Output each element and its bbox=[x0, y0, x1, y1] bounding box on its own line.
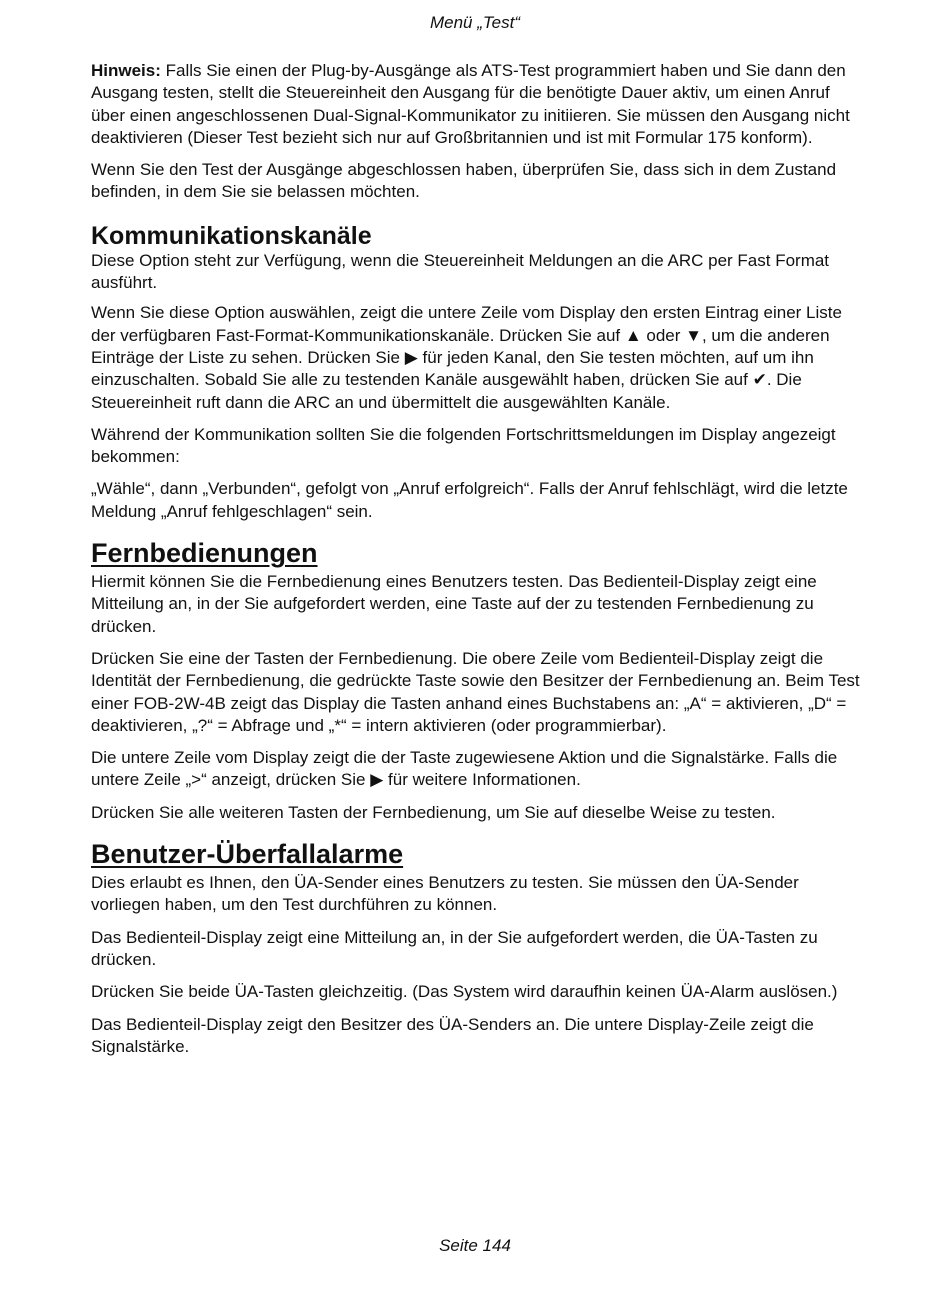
note-label: Hinweis: bbox=[91, 61, 161, 80]
kommunikation-paragraph-2: Wenn Sie diese Option auswählen, zeigt die untere Zeile vom Display den ersten Eintrag einer Liste der verfügbaren Fast-Format-Kommunikationskanäle. Drücken Sie auf ▲ oder ▼, um die anderen Einträge der Liste zu sehen. Drücken Sie ▶ für jeden Kanal, den Sie testen möchten, auf um ihn einzuschalten. Sobald Sie alle zu testenden Kanäle ausgewählt haben, drücken Sie auf ✔. Die Steuereinheit ruft dann die ARC an und übermittelt die ausgewählten Kanäle. bbox=[91, 303, 842, 412]
fernbedienungen-paragraph-4: Drücken Sie alle weiteren Tasten der Fernbedienung, um Sie auf dieselbe Weise zu testen. bbox=[91, 802, 776, 822]
section-heading-benutzer-ueberfallalarme: Benutzer-Überfallalarme bbox=[91, 839, 404, 870]
ueberfall-paragraph-2: Das Bedienteil-Display zeigt eine Mitteilung an, in der Sie aufgefordert werden, die ÜA-Tasten zu drücken. bbox=[91, 927, 818, 969]
fernbedienungen-paragraph-3: Die untere Zeile vom Display zeigt die der Taste zugewiesene Aktion und die Signalstärke. Falls die untere Zeile „>“ anzeigt, drücken Sie ▶ für weitere Informationen. bbox=[91, 748, 838, 790]
section-heading-kommunikationskanaele: Kommunikationskanäle bbox=[91, 221, 372, 250]
note-text: Falls Sie einen der Plug-by-Ausgänge als ATS-Test programmiert haben und Sie dann den Ausgang testen, stellt die Steuereinheit den Ausgang für die benötigte Dauer aktiv, um einen Anruf über einen angeschlossenen Dual-Signal-Kommunikator zu initiieren. Sie müssen den Ausgang nicht deaktivieren (Dieser Test bezieht sich nur auf Großbritannien und ist mit Formular 175 konform). bbox=[91, 61, 850, 147]
fernbedienungen-paragraph-1: Hiermit können Sie die Fernbedienung eines Benutzers testen. Das Bedienteil-Display zeigt eine Mitteilung an, in der Sie aufgefordert werden, eine Taste auf der zu testenden Fernbedienung zu drücken. bbox=[91, 572, 817, 636]
running-header-title: Menü „Test“ bbox=[429, 13, 521, 32]
fernbedienungen-paragraph-2: Drücken Sie eine der Tasten der Fernbedienung. Die obere Zeile vom Bedienteil-Display zeigt die Identität der Fernbedienung, die gedrückte Taste sowie den Besitzer der Fernbedienung an. Beim Test einer FOB-2W-4B zeigt das Display die Tasten anhand eines Buchstabens an: „A“ = aktivieren, „D“ = deaktivieren, „?“ = Abfrage und „*“ = intern aktivieren (oder programmierbar). bbox=[91, 648, 860, 735]
kommunikation-paragraph-1: Diese Option steht zur Verfügung, wenn die Steuereinheit Meldungen an die ARC per Fast Format ausführt. bbox=[91, 250, 830, 293]
note-paragraph bbox=[91, 60, 866, 149]
kommunikation-paragraph-3: Während der Kommunikation sollten Sie die folgenden Fortschrittsmeldungen im Display angezeigt bekommen: bbox=[91, 424, 836, 467]
section-heading-fernbedienungen: Fernbedienungen bbox=[91, 538, 318, 569]
outputs-closing-paragraph: Wenn Sie den Test der Ausgänge abgeschlossen haben, überprüfen Sie, dass sich in dem Zustand befinden, in dem Sie sie belassen möchten. bbox=[91, 160, 837, 202]
ueberfall-paragraph-1: Dies erlaubt es Ihnen, den ÜA-Sender eines Benutzers zu testen. Sie müssen den ÜA-Sender vorliegen haben, um den Test durchführen zu können. bbox=[91, 873, 799, 915]
page-body bbox=[91, 60, 866, 1068]
ueberfall-paragraph-4: Das Bedienteil-Display zeigt den Besitzer des ÜA-Senders an. Die untere Display-Zeile zeigt die Signalstärke. bbox=[91, 1014, 814, 1056]
kommunikation-paragraph-4: „Wähle“, dann „Verbunden“, gefolgt von „Anruf erfolgreich“. Falls der Anruf fehlschlägt, wird die letzte Meldung „Anruf fehlgeschlagen“ sein. bbox=[91, 479, 848, 521]
ueberfall-paragraph-3: Drücken Sie beide ÜA-Tasten gleichzeitig. (Das System wird daraufhin keinen ÜA-Alarm auslösen.) bbox=[91, 982, 838, 1002]
page-number-footer: Seite 144 bbox=[439, 1236, 511, 1255]
